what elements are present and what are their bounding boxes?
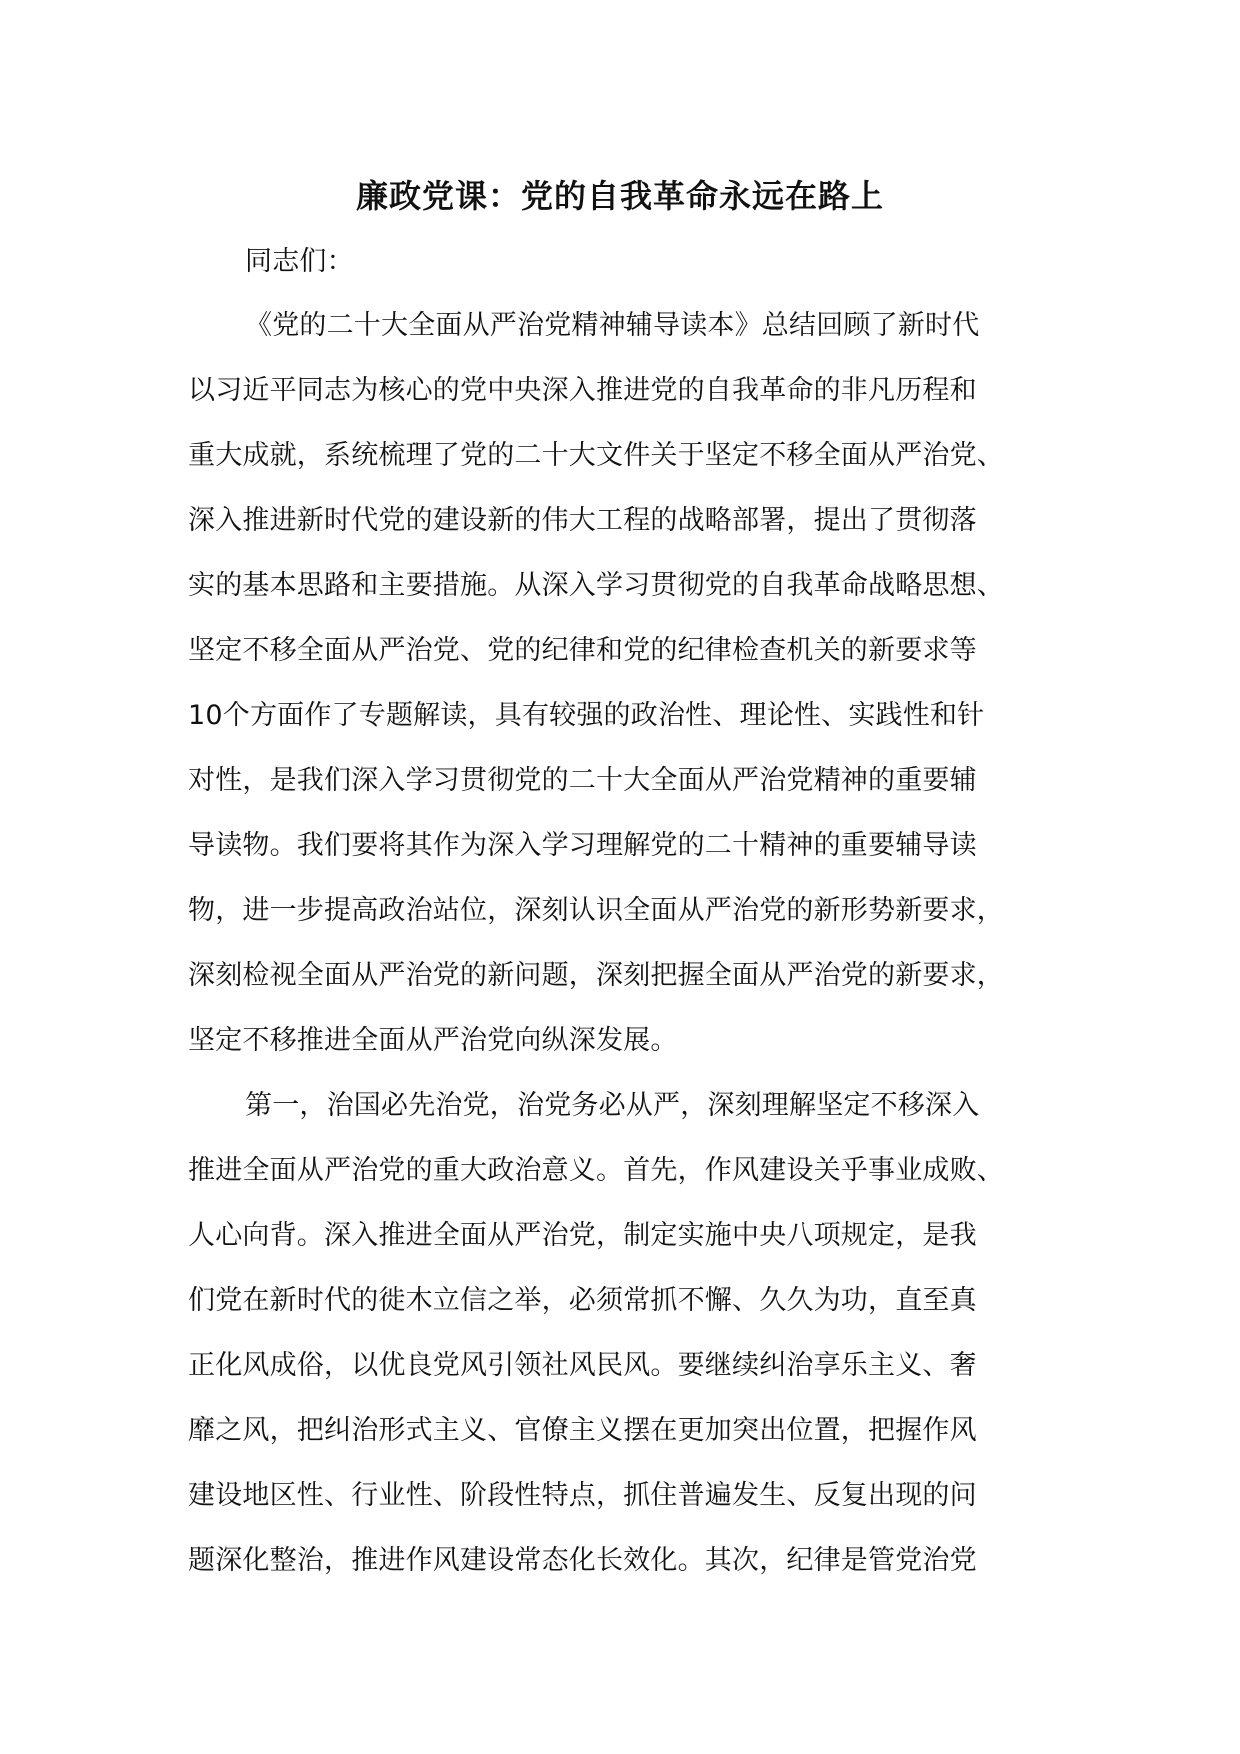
- paragraph-line: 重大成就，系统梳理了党的二十大文件关于坚定不移全面从严治党、: [188, 440, 1004, 471]
- paragraph-line: 实的基本思路和主要措施。从深入学习贯彻党的自我革命战略思想、: [188, 570, 1004, 601]
- paragraph-line: 靡之风，把纠治形式主义、官僚主义摆在更加突出位置，把握作风: [188, 1415, 977, 1446]
- document-title: 廉政党课：党的自我革命永远在路上: [355, 177, 884, 215]
- paragraph-line: 深入推进新时代党的建设新的伟大工程的战略部署，提出了贯彻落: [188, 505, 977, 536]
- greeting: 同志们：: [245, 246, 354, 277]
- paragraph-line: 以习近平同志为核心的党中央深入推进党的自我革命的非凡历程和: [188, 375, 977, 406]
- paragraph-line: 导读物。我们要将其作为深入学习理解党的二十精神的重要辅导读: [188, 830, 977, 861]
- paragraph-line: 坚定不移推进全面从严治党向纵深发展。: [188, 1025, 678, 1056]
- paragraph-line: 10个方面作了专题解读，具有较强的政治性、理论性、实践性和针: [188, 700, 985, 731]
- paragraph-line: 题深化整治，推进作风建设常态化长效化。其次，纪律是管党治党: [188, 1545, 977, 1576]
- paragraph-line: 正化风成俗，以优良党风引领社风民风。要继续纠治享乐主义、奢: [188, 1350, 977, 1381]
- paragraph-line: 人心向背。深入推进全面从严治党，制定实施中央八项规定，是我: [188, 1220, 977, 1251]
- paragraph-line: 对性，是我们深入学习贯彻党的二十大全面从严治党精神的重要辅: [188, 765, 977, 796]
- paragraph-line: 物，进一步提高政治站位，深刻认识全面从严治党的新形势新要求，: [188, 895, 1004, 926]
- paragraph-line: 第一，治国必先治党，治党务必从严，深刻理解坚定不移深入: [245, 1090, 980, 1121]
- paragraph-line: 们党在新时代的徙木立信之举，必须常抓不懈、久久为功，直至真: [188, 1285, 977, 1316]
- paragraph-line: 建设地区性、行业性、阶段性特点，抓住普遍发生、反复出现的问: [188, 1480, 977, 1511]
- paragraph-line: 坚定不移全面从严治党、党的纪律和党的纪律检查机关的新要求等: [188, 635, 977, 666]
- paragraph-line: 推进全面从严治党的重大政治意义。首先，作风建设关乎事业成败、: [188, 1155, 1004, 1186]
- paragraph-line: 《党的二十大全面从严治党精神辅导读本》总结回顾了新时代: [245, 310, 980, 341]
- paragraph-line: 深刻检视全面从严治党的新问题，深刻把握全面从严治党的新要求，: [188, 960, 1004, 991]
